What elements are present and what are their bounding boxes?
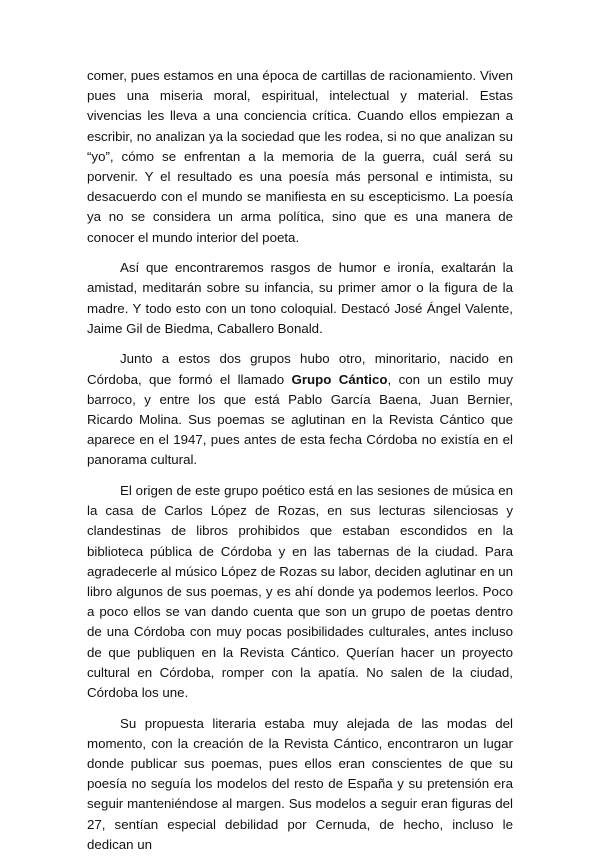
- paragraph-5: Su propuesta literaria estaba muy alejada de las modas del momento, con la creación de la Revista Cántico, encontraron un lugar donde publicar sus poemas, pues ellos eran conscientes de que su poesía no seguía los modelos del resto de España y su pretensión era seguir manteniéndose al margen. Sus modelos a seguir eran figuras del 27, sentían especial debilidad por Cernuda, de hecho, incluso le dedican un: [87, 715, 513, 852]
- paragraph-1: comer, pues estamos en una época de cartillas de racionamiento. Viven pues una miseria moral, espiritual, intelectual y material. Estas vivencias les lleva a una conciencia crítica. Cuando ellos empiezan a escribir, no analizan ya la sociedad que les rodea, si no que analizan su “yo”, cómo se enfrentan a la memoria de la guerra, cuál será su porvenir. Y el resultado es una poesía más personal e intimista, su desacuerdo con el mundo se manifiesta en su escepticismo. La poesía ya no se considera un arma política, sino que es una manera de conocer el mundo interior del poeta.: [87, 68, 513, 245]
- paragraph-3: [87, 349, 513, 470]
- paragraph-4: El origen de este grupo poético está en las sesiones de música en la casa de Carlos López de Rozas, en sus lecturas silenciosas y clandestinas de libros prohibidos que estaban escondidos en la biblioteca pública de Córdoba y en las tabernas de la ciudad. Para agradecerle al músico López de Rozas su labor, deciden aglutinar en un libro algunos de sus poemas, y es ahí donde ya podemos leerlos. Poco a poco ellos se van dando cuenta que son un grupo de poetas dentro de una Córdoba con muy pocas posibilidades culturales, antes incluso de que publiquen en la Revista Cántico. Querían hacer un proyecto cultural en Córdoba, romper con la apatía. No salen de la ciudad, Córdoba los une.: [87, 483, 513, 701]
- paragraph-3-text-before: Junto a estos dos grupos hubo otro, minoritario, nacido en Córdoba, que formó el llamado: [87, 351, 513, 387]
- document-body: [87, 66, 513, 865]
- paragraph-3-text-after: , con un estilo muy barroco, y entre los que está Pablo García Baena, Juan Bernier, Ricardo Molina. Sus poemas se aglutinan en la Revista Cántico que aparece en el 1947, pues antes de esta fecha Córdoba no existía en el panorama cultural.: [87, 371, 513, 468]
- paragraph-2: Así que encontraremos rasgos de humor e ironía, exaltarán la amistad, meditarán sobre su infancia, su primer amor o la figura de la madre. Y todo esto con un tono coloquial. Destacó José Ángel Valente, Jaime Gil de Biedma, Caballero Bonald.: [87, 260, 513, 336]
- grupo-cantico-term: Grupo Cántico: [291, 371, 388, 387]
